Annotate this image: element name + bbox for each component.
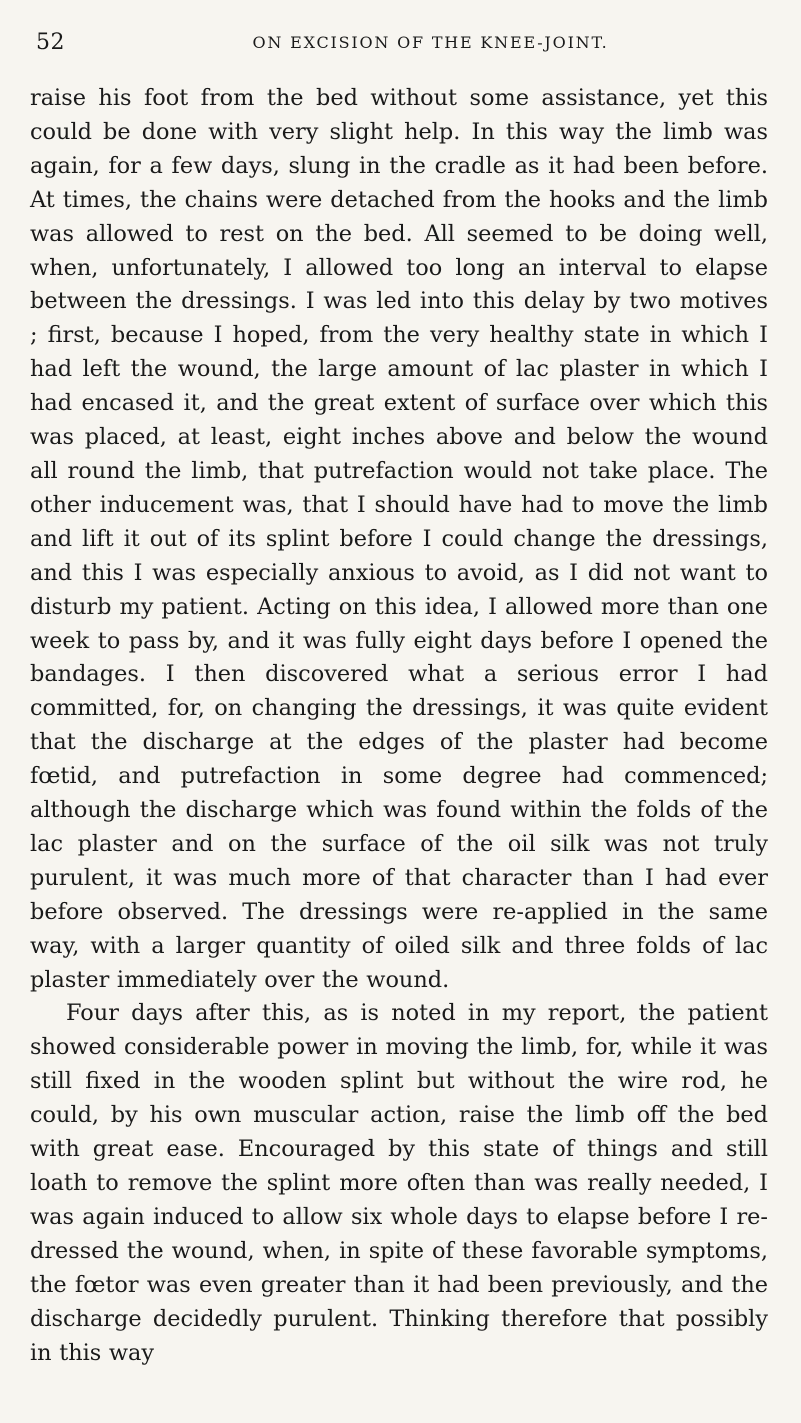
paragraph-continued: raise his foot from the bed without some assistance, yet this could be done with very slight help. In this way the limb was again, for a few days, slung in the cradle as it had been before. At times, the chains were detached from the hooks and the limb was allowed to rest on the bed. All seemed to be doing well, when, unfortunately, I allowed too long an interval to elapse between the dressings. I was led into this delay by two motives ; first, because I hoped, from the very healthy state in which I had left the wound, the large amount of lac plaster in which I had encased it, and the great extent of surface over which this was placed, at least, eight inches above and below the wound all round the limb, that putrefaction would not take place. The other inducement was, that I should have had to move the limb and lift it out of its splint before I could change the dressings, and this I was especially anxious to avoid, as I did not want to disturb my patient. Acting on this idea, I allowed more than one week to pass by, and it was fully eight days before I opened the bandages. I then discovered what a serious error I had committed, for, on changing the dressings, it was quite evident that the discharge at the edges of the plaster had become fœtid, and putrefaction in some degree had commenced; although the discharge which was found within the folds of the lac plaster and on the surface of the oil silk was not truly purulent, it was much more of that character than I had ever before observed. The dressings were re-applied in the same way, with a larger quantity of oiled silk and three folds of lac plaster immediately over the wound. (30, 85, 768, 993)
page-number: 52 (36, 30, 65, 55)
page-header (36, 30, 765, 58)
running-title: ON EXCISION OF THE KNEE-JOINT. (252, 33, 609, 52)
body-text (30, 82, 768, 1370)
paragraph: Four days after this, as is noted in my report, the patient showed considerable power in moving the limb, for, while it was still fixed in the wooden splint but without the wire rod, he could, by his own muscular action, raise the limb off the bed with great ease. Encouraged by this state of things and still loath to remove the splint more often than was really needed, I was again induced to allow six whole days to elapse before I re-dressed the wound, when, in spite of these favorable symptoms, the fœtor was even greater than it had been previously, and the discharge decidedly purulent. Thinking therefore that possibly in this way (30, 1000, 768, 1366)
